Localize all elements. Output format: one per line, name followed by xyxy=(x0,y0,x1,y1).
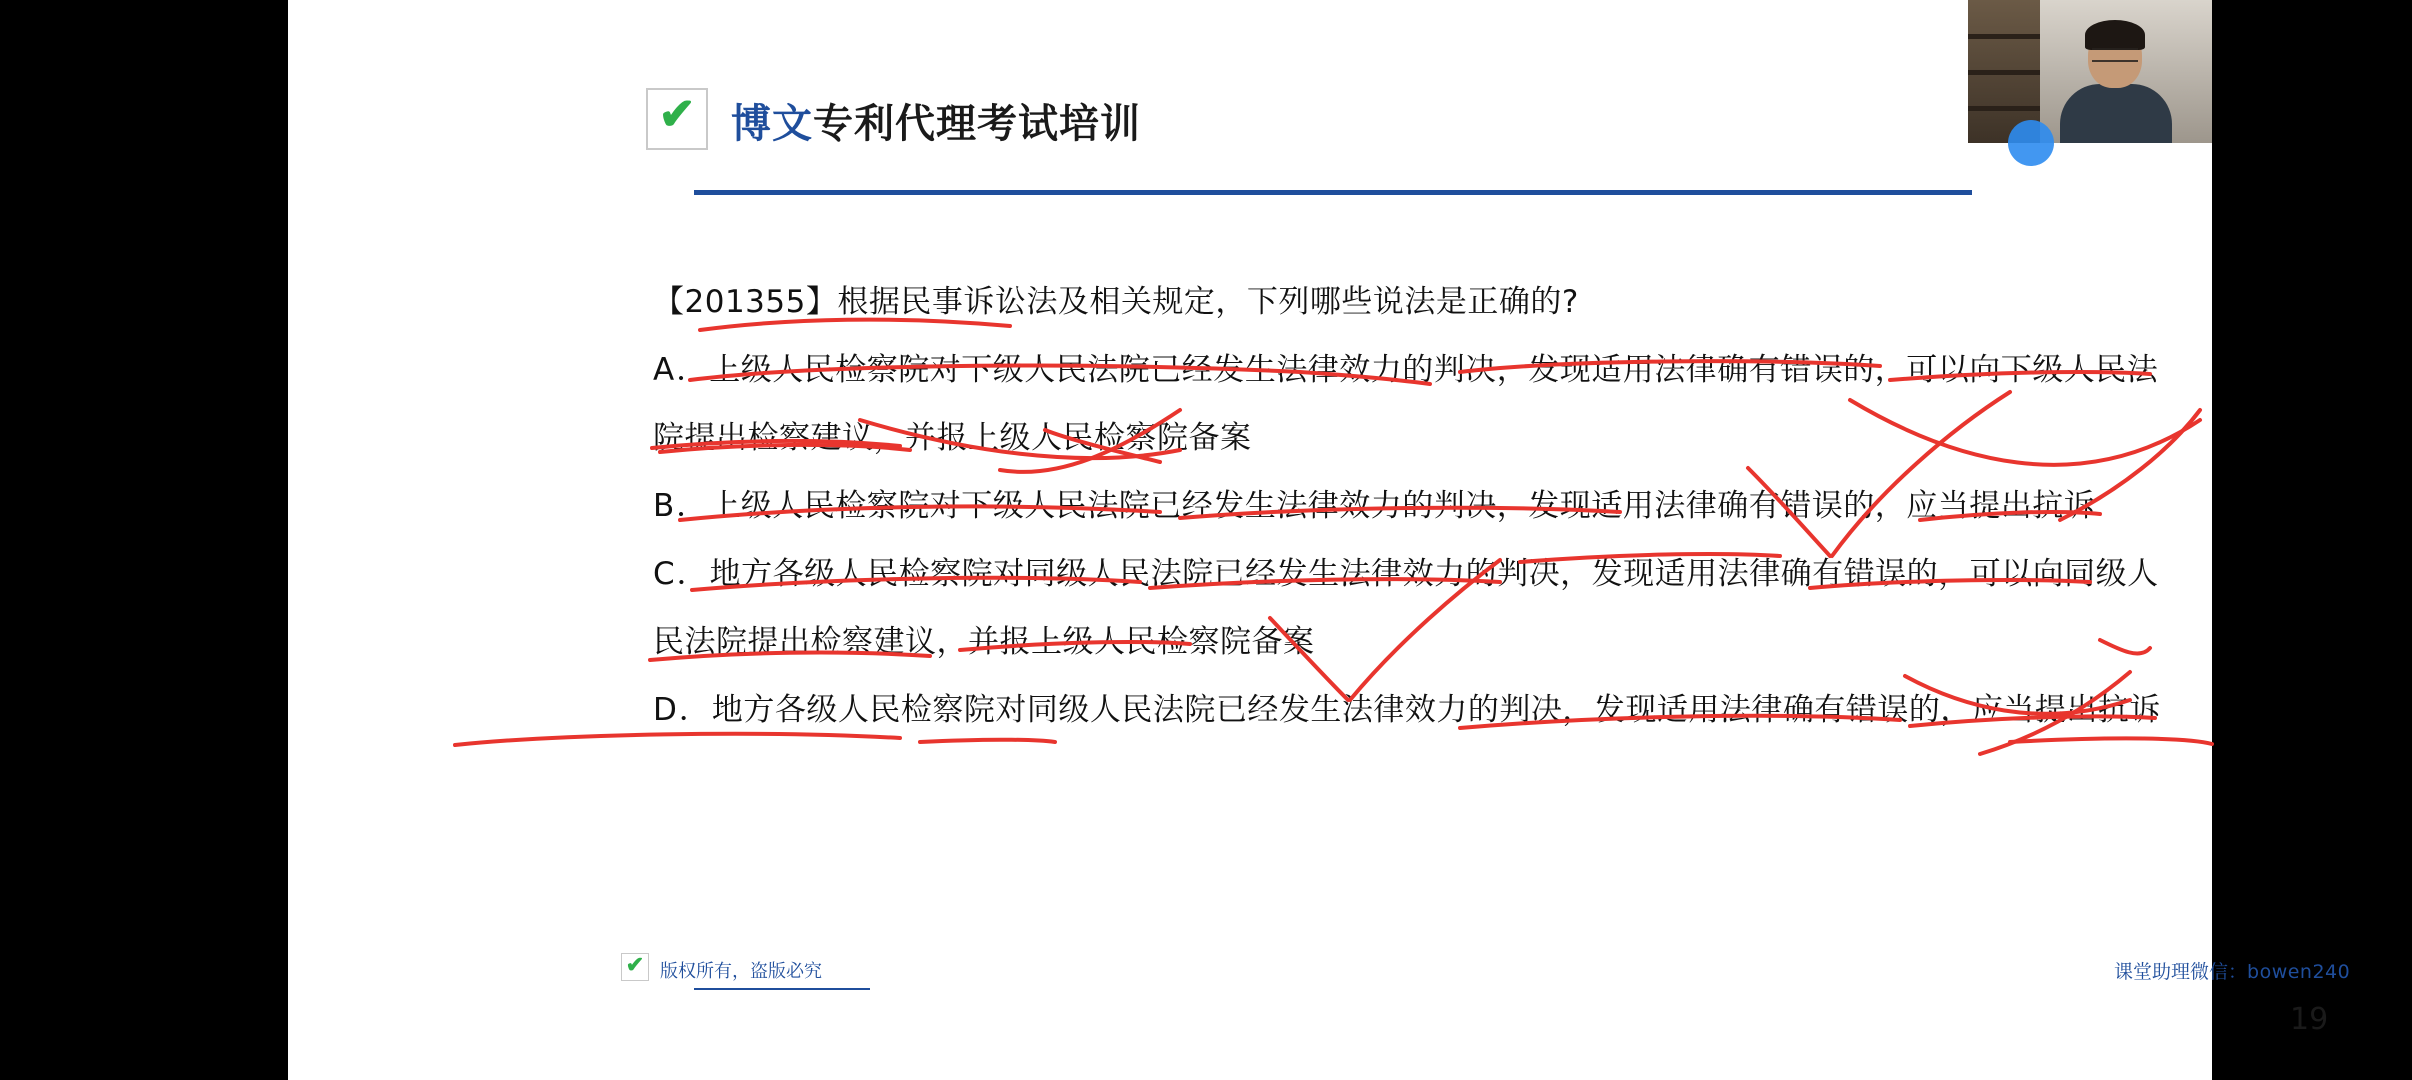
footer-assistant-id: bowen240 xyxy=(2247,961,2351,983)
footer-check-glyph: ✔ xyxy=(625,952,645,977)
option-d-label: D． xyxy=(653,692,712,728)
question-text: 根据民事诉讼法及相关规定，下列哪些说法是正确的? xyxy=(837,284,1579,320)
option-a-line-2 xyxy=(653,404,2133,472)
option-a-label: A． xyxy=(653,352,710,388)
option-a-text-2: 院提出检察建议，并报上级人民检察院备案 xyxy=(653,420,1252,456)
webcam-person-body xyxy=(2060,84,2172,143)
webcam-person-hair xyxy=(2085,20,2145,50)
slide-canvas xyxy=(288,0,2351,1080)
option-a-text-1: 上级人民检察院对下级人民法院已经发生法律效力的判决，发现适用法律确有错误的，可以向下级人民法 xyxy=(709,352,2159,388)
option-c-text-1: 地方各级人民检察院对同级人民法院已经发生法律效力的判决，发现适用法律确有错误的，可以向同级人 xyxy=(709,556,2159,592)
webcam-shelf-3 xyxy=(1968,106,2040,111)
option-d-line-1 xyxy=(653,676,2161,744)
webcam-shelf-2 xyxy=(1968,70,2040,75)
page-title xyxy=(731,92,1141,149)
question-number: 【201355】 xyxy=(653,284,838,320)
option-c-text-2: 民法院提出检察建议，并报上级人民检察院备案 xyxy=(653,624,1315,660)
header-divider xyxy=(694,190,1972,195)
question-stem xyxy=(653,268,2133,336)
check-glyph: ✔ xyxy=(658,90,696,139)
option-c-label: C． xyxy=(653,556,710,592)
option-d-text-1: 地方各级人民检察院对同级人民法院已经发生法律效力的判决，发现适用法律确有错误的，应当提出抗诉 xyxy=(711,692,2161,728)
option-b-text-1: 上级人民检察院对下级人民法院已经发生法律效力的判决，发现适用法律确有错误的，应当提出抗诉 xyxy=(709,488,2096,524)
webcam-person-glasses xyxy=(2092,48,2138,62)
webcam-status-badge xyxy=(2008,120,2054,166)
footer-assistant-label: 课堂助理微信： xyxy=(2114,961,2248,983)
option-b-label: B． xyxy=(653,488,710,524)
page-title-rest: 专利代理考试培训 xyxy=(813,102,1141,146)
presenter-webcam[interactable] xyxy=(1968,0,2212,143)
option-a-line-1 xyxy=(653,336,2159,404)
footer-copyright: 版权所有，盗版必究 xyxy=(660,961,822,982)
option-c-line-2 xyxy=(653,608,2133,676)
slide-page-number: 19 xyxy=(2290,1002,2329,1037)
webcam-shelf-1 xyxy=(1968,34,2040,39)
footer-assistant-contact xyxy=(2114,957,2350,984)
footer-logo-icon xyxy=(621,953,649,981)
brand-logo-icon xyxy=(646,88,708,150)
footer-divider xyxy=(694,988,870,990)
question-block xyxy=(653,268,2161,744)
option-b-line-1 xyxy=(653,472,2133,540)
option-c-line-1 xyxy=(653,540,2159,608)
page-title-brand: 博文 xyxy=(731,102,813,146)
